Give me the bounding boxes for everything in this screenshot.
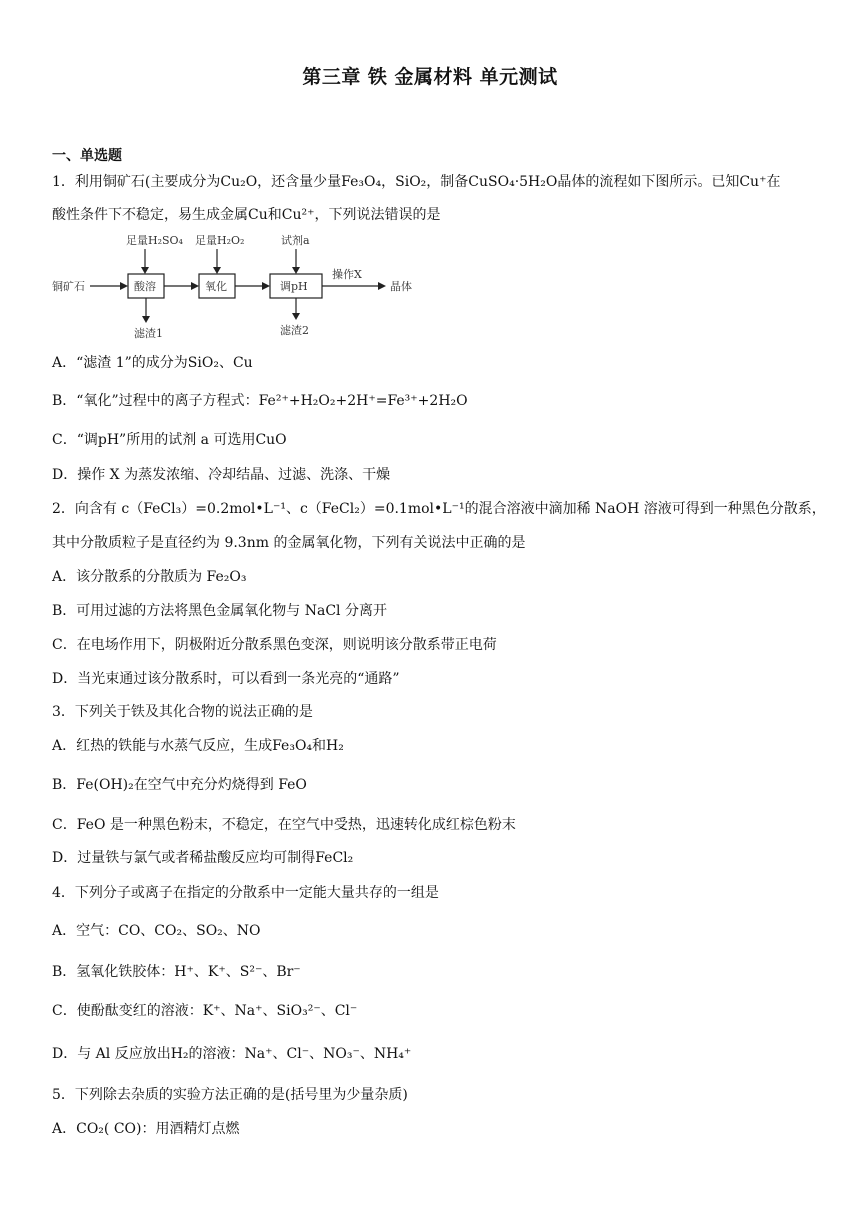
arrowhead-residue1 bbox=[142, 316, 150, 323]
q2-stem-line1: 2．向含有 c（FeCl₃）=0.2mol•L⁻¹、c（FeCl₂）=0.1mol•L⁻¹的混合溶液中滴加稀 NaOH 溶液可得到一种黑色分散系， bbox=[52, 501, 826, 517]
flow-step3: 调pH bbox=[280, 280, 308, 293]
q4-option-a: A．空气：CO、CO₂、SO₂、NO bbox=[52, 923, 261, 939]
arrowhead-operation bbox=[378, 282, 386, 290]
q2-option-b: B．可用过滤的方法将黑色金属氧化物与 NaCl 分离开 bbox=[52, 603, 387, 619]
flow-operation: 操作X bbox=[332, 268, 362, 281]
flow-input: 铜矿石 bbox=[52, 280, 85, 293]
arrowhead-residue2 bbox=[292, 313, 300, 320]
q3-option-c: C．FeO 是一种黑色粉末，不稳定，在空气中受热，迅速转化成红棕色粉末 bbox=[52, 817, 516, 833]
page-title: 第三章 铁 金属材料 单元测试 bbox=[302, 66, 558, 88]
q2-option-c: C．在电场作用下，阴极附近分散系黑色变深，则说明该分散系带正电荷 bbox=[52, 637, 497, 653]
q4-option-c: C．使酚酞变红的溶液：K⁺、Na⁺、SiO₃²⁻、Cl⁻ bbox=[52, 1003, 358, 1019]
arrowhead-input bbox=[120, 282, 128, 290]
arrowhead-step1-step2 bbox=[191, 282, 199, 290]
q5-stem: 5．下列除去杂质的实验方法正确的是(括号里为少量杂质) bbox=[52, 1087, 408, 1103]
flow-step2: 氧化 bbox=[205, 280, 227, 293]
q2-option-a: A．该分散系的分散质为 Fe₂O₃ bbox=[52, 569, 247, 585]
q1-flow-diagram bbox=[52, 232, 432, 342]
q1-option-b: B．“氧化”过程中的离子方程式：Fe²⁺+H₂O₂+2H⁺=Fe³⁺+2H₂O bbox=[52, 393, 468, 409]
q1-stem-line1: 1．利用铜矿石(主要成分为Cu₂O，还含量少量Fe₃O₄，SiO₂，制备CuSO₄·5H₂O晶体的流程如下图所示。已知Cu⁺在 bbox=[52, 174, 781, 190]
arrowhead-reagent3 bbox=[292, 267, 300, 274]
q3-option-b: B．Fe(OH)₂在空气中充分灼烧得到 FeO bbox=[52, 777, 307, 793]
flow-step1: 酸溶 bbox=[134, 280, 156, 293]
q2-stem-line2: 其中分散质粒子是直径约为 9.3nm 的金属氧化物，下列有关说法中正确的是 bbox=[52, 535, 526, 551]
arrowhead-reagent2 bbox=[213, 267, 221, 274]
arrowhead-reagent1 bbox=[141, 267, 149, 274]
q1-option-d: D．操作 X 为蒸发浓缩、冷却结晶、过滤、洗涤、干燥 bbox=[52, 467, 391, 483]
q4-option-b: B．氢氧化铁胶体：H⁺、K⁺、S²⁻、Br⁻ bbox=[52, 964, 301, 980]
arrowhead-step2-step3 bbox=[262, 282, 270, 290]
section-heading: 一、单选题 bbox=[52, 148, 122, 164]
q1-stem-line2: 酸性条件下不稳定，易生成金属Cu和Cu²⁺，下列说法错误的是 bbox=[52, 207, 441, 223]
q4-stem: 4．下列分子或离子在指定的分散系中一定能大量共存的一组是 bbox=[52, 885, 439, 901]
q2-option-d: D．当光束通过该分散系时，可以看到一条光亮的“通路” bbox=[52, 671, 400, 687]
q1-option-a: A．“滤渣 1”的成分为SiO₂、Cu bbox=[52, 355, 253, 371]
q4-option-d: D．与 Al 反应放出H₂的溶液：Na⁺、Cl⁻、NO₃⁻、NH₄⁺ bbox=[52, 1046, 412, 1062]
q3-option-a: A．红热的铁能与水蒸气反应，生成Fe₃O₄和H₂ bbox=[52, 738, 344, 754]
flow-residue2: 滤渣2 bbox=[280, 324, 309, 337]
flow-output: 晶体 bbox=[390, 280, 412, 293]
flow-reagent2: 足量H₂O₂ bbox=[195, 234, 245, 247]
flow-reagent3: 试剂a bbox=[281, 234, 310, 247]
flow-reagent1: 足量H₂SO₄ bbox=[126, 234, 183, 247]
q3-stem: 3．下列关于铁及其化合物的说法正确的是 bbox=[52, 704, 313, 720]
flow-residue1: 滤渣1 bbox=[134, 327, 163, 340]
q5-option-a: A．CO₂( CO)：用酒精灯点燃 bbox=[52, 1121, 240, 1137]
q3-option-d: D．过量铁与氯气或者稀盐酸反应均可制得FeCl₂ bbox=[52, 850, 354, 866]
q1-option-c: C．“调pH”所用的试剂 a 可选用CuO bbox=[52, 432, 287, 448]
